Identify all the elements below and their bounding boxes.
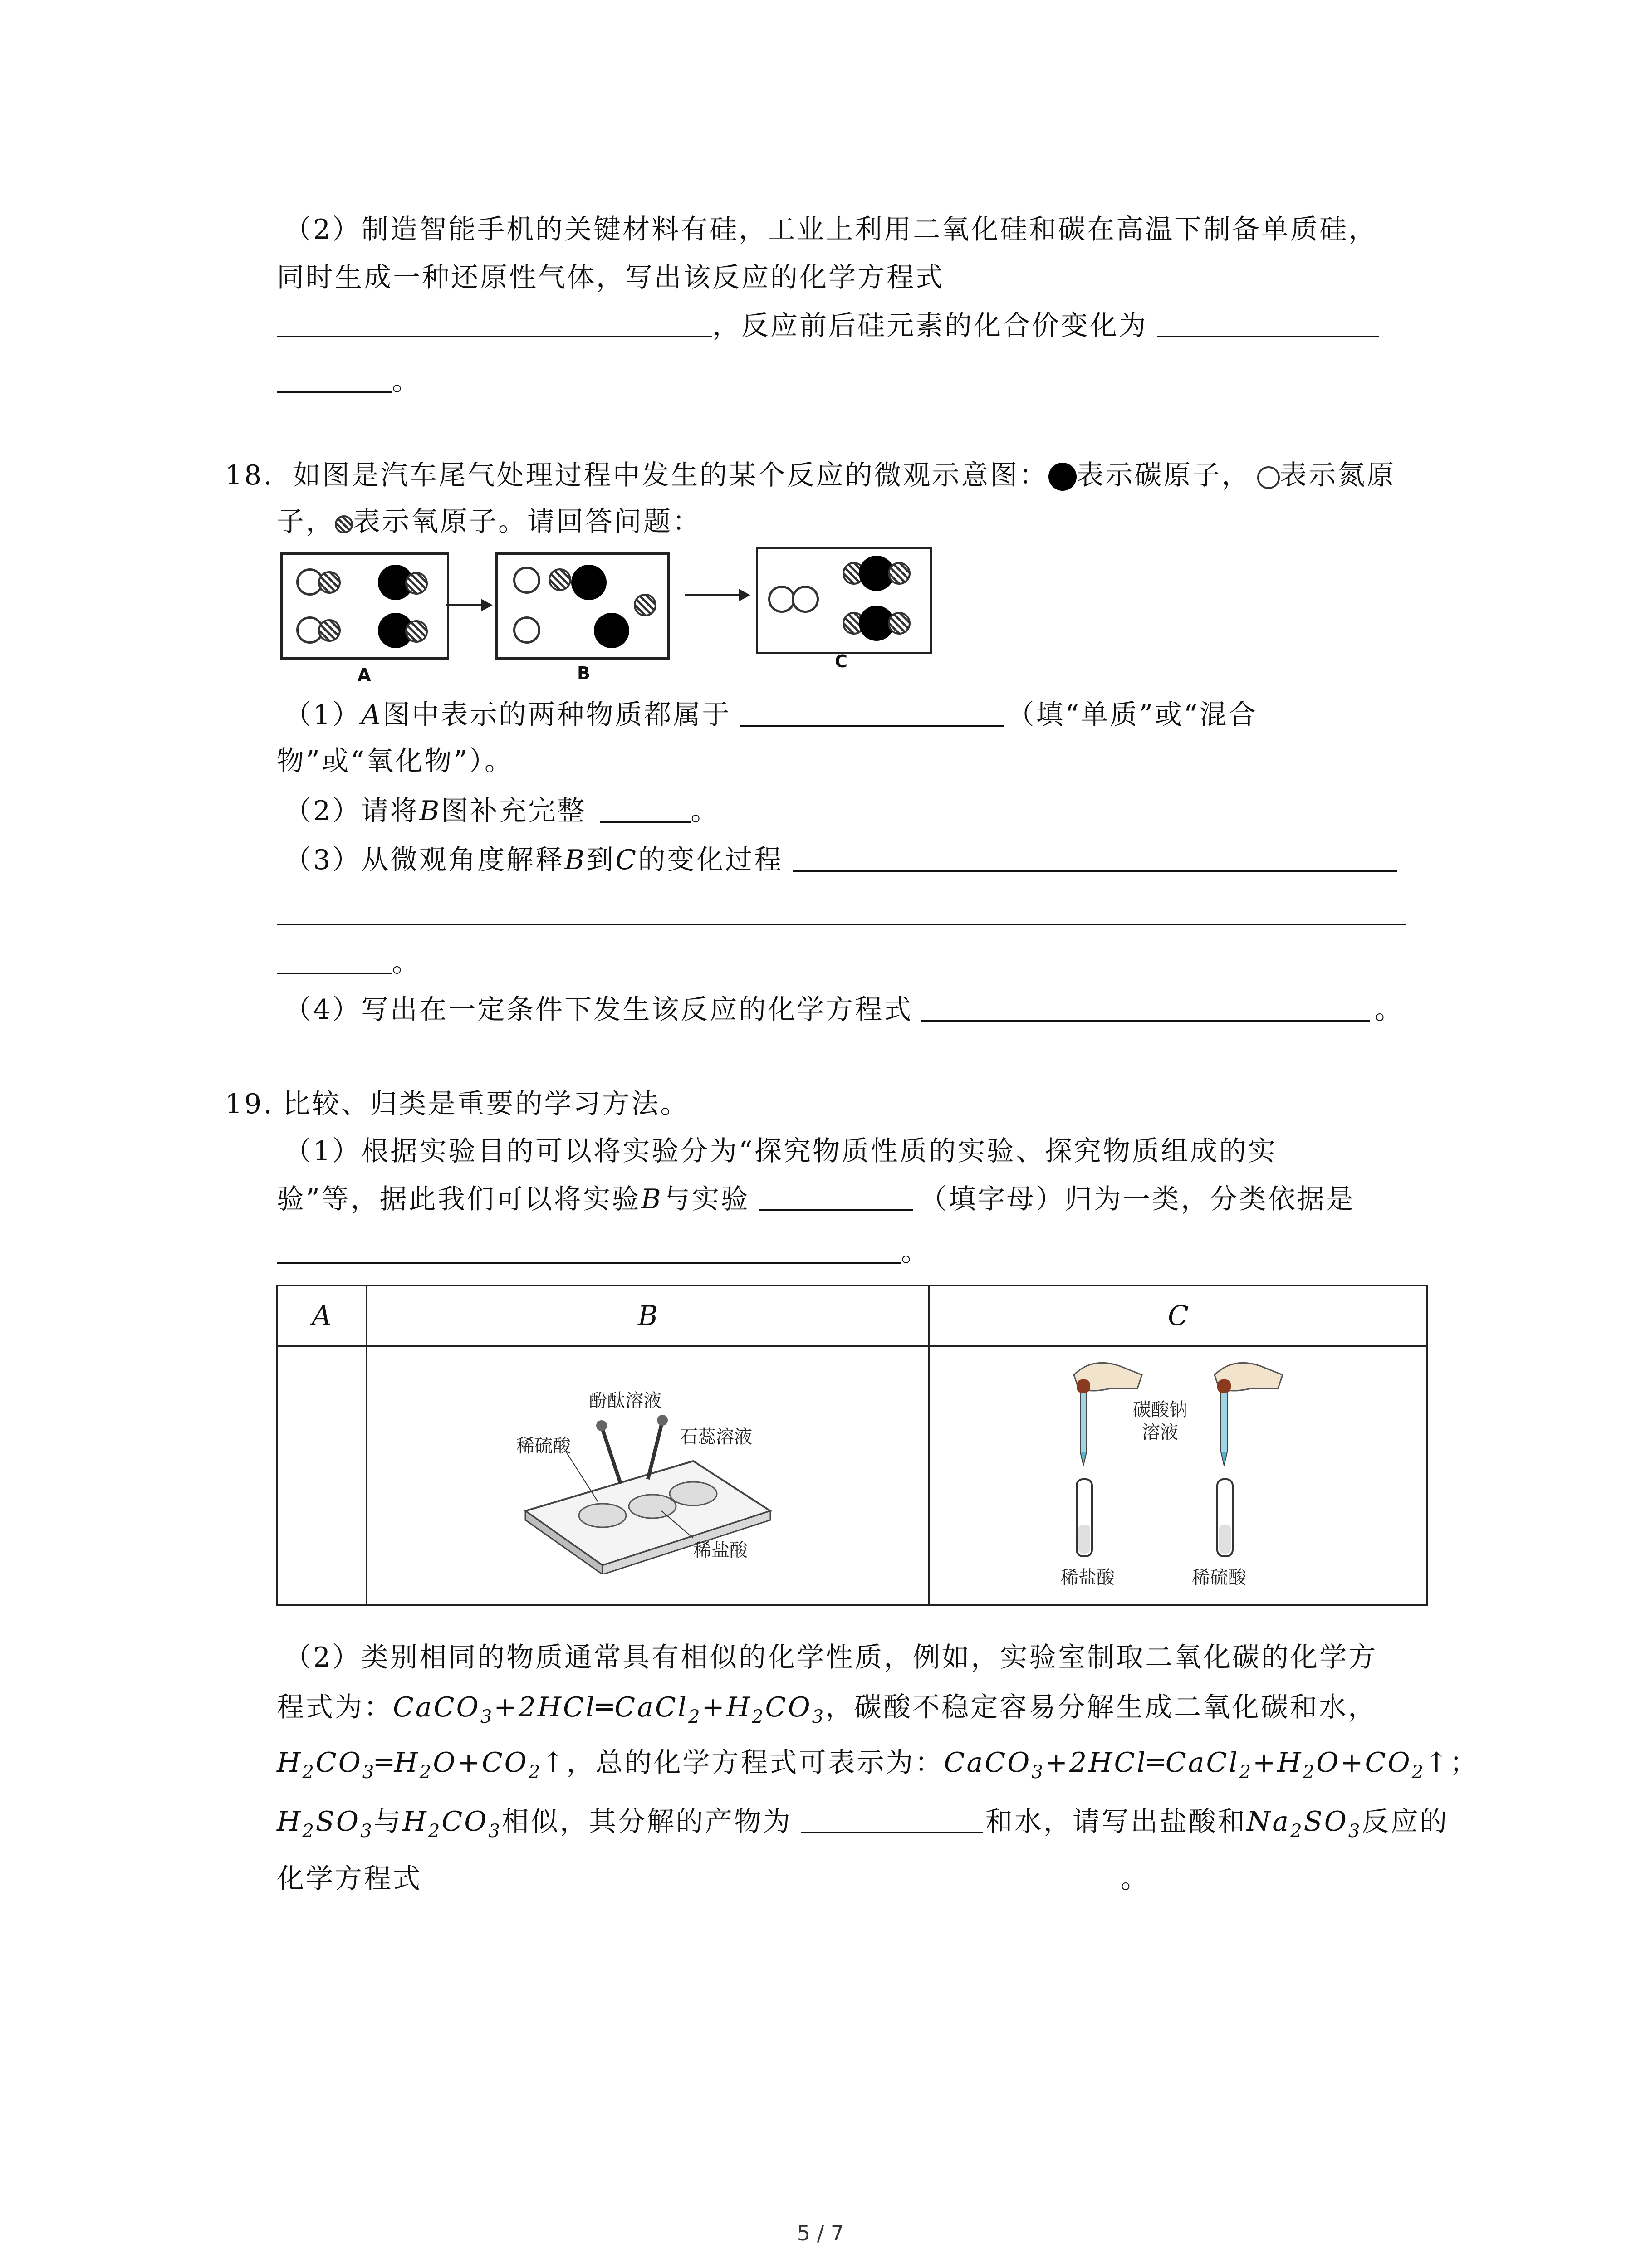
q17-2-line4: 。 — [277, 363, 421, 399]
reaction-arrow — [446, 604, 482, 606]
q19-sub2-line1: （2）类别相同的物质通常具有相似的化学性质，例如，实验室制取二氧化碳的化学方 — [284, 1642, 1378, 1673]
table-header-row — [277, 1286, 1427, 1346]
cell-a — [277, 1346, 367, 1605]
answer-blank[interactable] — [1157, 308, 1379, 337]
q18-line2: 子， 表示氧原子。请回答问题： — [277, 506, 701, 538]
nitrogen-atom — [513, 567, 540, 594]
q18-sub4: （4）写出在一定条件下发生该反应的化学方程式 。 — [284, 992, 1404, 1028]
label-dilute-hcl: 稀盐酸 — [693, 1540, 748, 1561]
equation-3: $CaCO_3+2HCl═CaCl_2+H_2O+CO_2↑$ — [944, 1747, 1450, 1783]
oxygen-atom-icon — [335, 515, 353, 533]
label-litmus: 石蕊溶液 — [680, 1427, 752, 1447]
reaction-arrow-head — [481, 599, 493, 611]
q19-sub1-line3: 。 — [277, 1234, 930, 1270]
question-number: 19. — [225, 1088, 274, 1120]
panel-label-c: C — [835, 651, 847, 671]
answer-blank[interactable] — [793, 842, 1397, 872]
formula-h2co3: $H_2CO_3$ — [402, 1806, 502, 1842]
page-number: 5 / 7 — [797, 2221, 844, 2245]
reaction-arrow — [685, 594, 740, 596]
answer-blank[interactable] — [277, 308, 712, 337]
header-c: C — [929, 1286, 1427, 1346]
q19-sub2-line4: $H_2SO_3$与$H_2CO_3$相似，其分解的产物为 和水，请写出盐酸和$Na_2SO_3$反应的 — [277, 1804, 1449, 1840]
label-dilute-h2so4: 稀硫酸 — [516, 1436, 571, 1457]
oxygen-atom — [405, 572, 428, 595]
q18-sub3-end: 。 — [277, 944, 421, 981]
answer-line[interactable] — [277, 924, 1406, 925]
q18-line1: 18. 如图是汽车尾气处理过程中发生的某个反应的微观示意图： 表示碳原子， 表示氮原 — [225, 459, 1396, 491]
carbon-atom-icon — [1048, 463, 1077, 491]
table-row — [277, 1346, 1427, 1605]
answer-blank[interactable] — [277, 363, 392, 393]
reaction-arrow-head — [739, 589, 750, 601]
q19-sub1-line2: 验”等，据此我们可以将实验B与实验 （填字母）归为一类，分类依据是 — [277, 1181, 1355, 1217]
formula-na2so3: $Na_2SO_3$ — [1246, 1806, 1362, 1842]
carbon-atom — [571, 565, 607, 600]
answer-blank[interactable] — [740, 697, 1004, 727]
cell-b — [367, 1346, 929, 1605]
q17-2-line3: ，反应前后硅元素的化合价变化为 — [277, 308, 1379, 344]
cell-c — [929, 1346, 1427, 1605]
q17-2-line1: （2）制造智能手机的关键材料有硅，工业上利用二氧化硅和碳在高温下制备单质硅， — [284, 214, 1378, 245]
q19-line1: 19. 比较、归类是重要的学习方法。 — [225, 1088, 690, 1120]
label-dilute-hcl: 稀盐酸 — [1060, 1567, 1115, 1588]
formula-h2so3: $H_2SO_3$ — [277, 1806, 374, 1842]
equation-1: $CaCO_3+2HCl═CaCl_2+H_2CO_3$ — [393, 1691, 826, 1727]
diagram-panel-b — [495, 552, 670, 660]
oxygen-atom — [318, 571, 341, 594]
spot-plate-illustration — [512, 1375, 784, 1574]
q19-sub1-line1: （1）根据实验目的可以将实验分为“探究物质性质的实验、探究物质组成的实 — [284, 1135, 1277, 1167]
q18-sub3: （3）从微观角度解释B到C的变化过程 — [284, 842, 1397, 878]
label-dilute-h2so4: 稀硫酸 — [1192, 1567, 1246, 1588]
nitrogen-atom — [792, 586, 819, 613]
nitrogen-atom-icon — [1257, 466, 1280, 489]
header-b: B — [367, 1286, 929, 1346]
label-sodium-carbonate: 碳酸钠 — [1133, 1399, 1187, 1420]
oxygen-atom — [634, 594, 656, 616]
equation-2: $H_2CO_3═H_2O+CO_2↑$ — [277, 1747, 567, 1783]
oxygen-atom — [549, 568, 571, 591]
oxygen-atom — [888, 562, 911, 585]
diagram-panel-a — [280, 552, 449, 660]
nitrogen-atom — [768, 586, 795, 613]
answer-blank[interactable] — [801, 1804, 983, 1833]
experiment-table — [276, 1285, 1428, 1606]
q19-sub2-line2: 程式为：$CaCO_3+2HCl═CaCl_2+H_2CO_3$，碳酸不稳定容易分解生成二氧化碳和水， — [277, 1691, 1377, 1727]
q18-sub1-line2: 物”或“氧化物”）。 — [277, 745, 514, 777]
nitrogen-atom — [513, 616, 540, 644]
q19-sub2-line3: $H_2CO_3═H_2O+CO_2↑$，总的化学方程式可表示为：$CaCO_3+2HCl═CaCl_2+H_2O+CO_2↑$； — [277, 1747, 1479, 1783]
diagram-panel-c — [756, 547, 932, 654]
test-tube-illustration — [1042, 1357, 1314, 1593]
q17-2-line2: 同时生成一种还原性气体，写出该反应的化学方程式 — [277, 262, 945, 293]
label-solution: 溶液 — [1142, 1422, 1178, 1443]
oxygen-atom — [318, 619, 341, 642]
header-a: A — [277, 1286, 367, 1346]
oxygen-atom — [888, 612, 911, 635]
answer-blank[interactable] — [600, 793, 691, 823]
q18-sub2: （2）请将B图补充完整 。 — [284, 793, 720, 829]
question-number: 18. — [225, 459, 274, 491]
q18-sub1-line1: （1）A图中表示的两种物质都属于 （填“单质”或“混合 — [284, 697, 1258, 733]
panel-label-a: A — [358, 665, 371, 685]
answer-blank[interactable] — [921, 992, 1370, 1022]
oxygen-atom — [405, 620, 428, 643]
carbon-atom — [594, 613, 629, 648]
label-phenolphthalein: 酚酞溶液 — [589, 1390, 661, 1411]
answer-blank[interactable] — [277, 944, 392, 974]
answer-blank[interactable] — [277, 1234, 901, 1264]
panel-label-b: B — [577, 663, 590, 683]
answer-blank[interactable] — [759, 1181, 913, 1211]
q19-sub2-line5: 化学方程式 。 — [277, 1863, 1150, 1895]
